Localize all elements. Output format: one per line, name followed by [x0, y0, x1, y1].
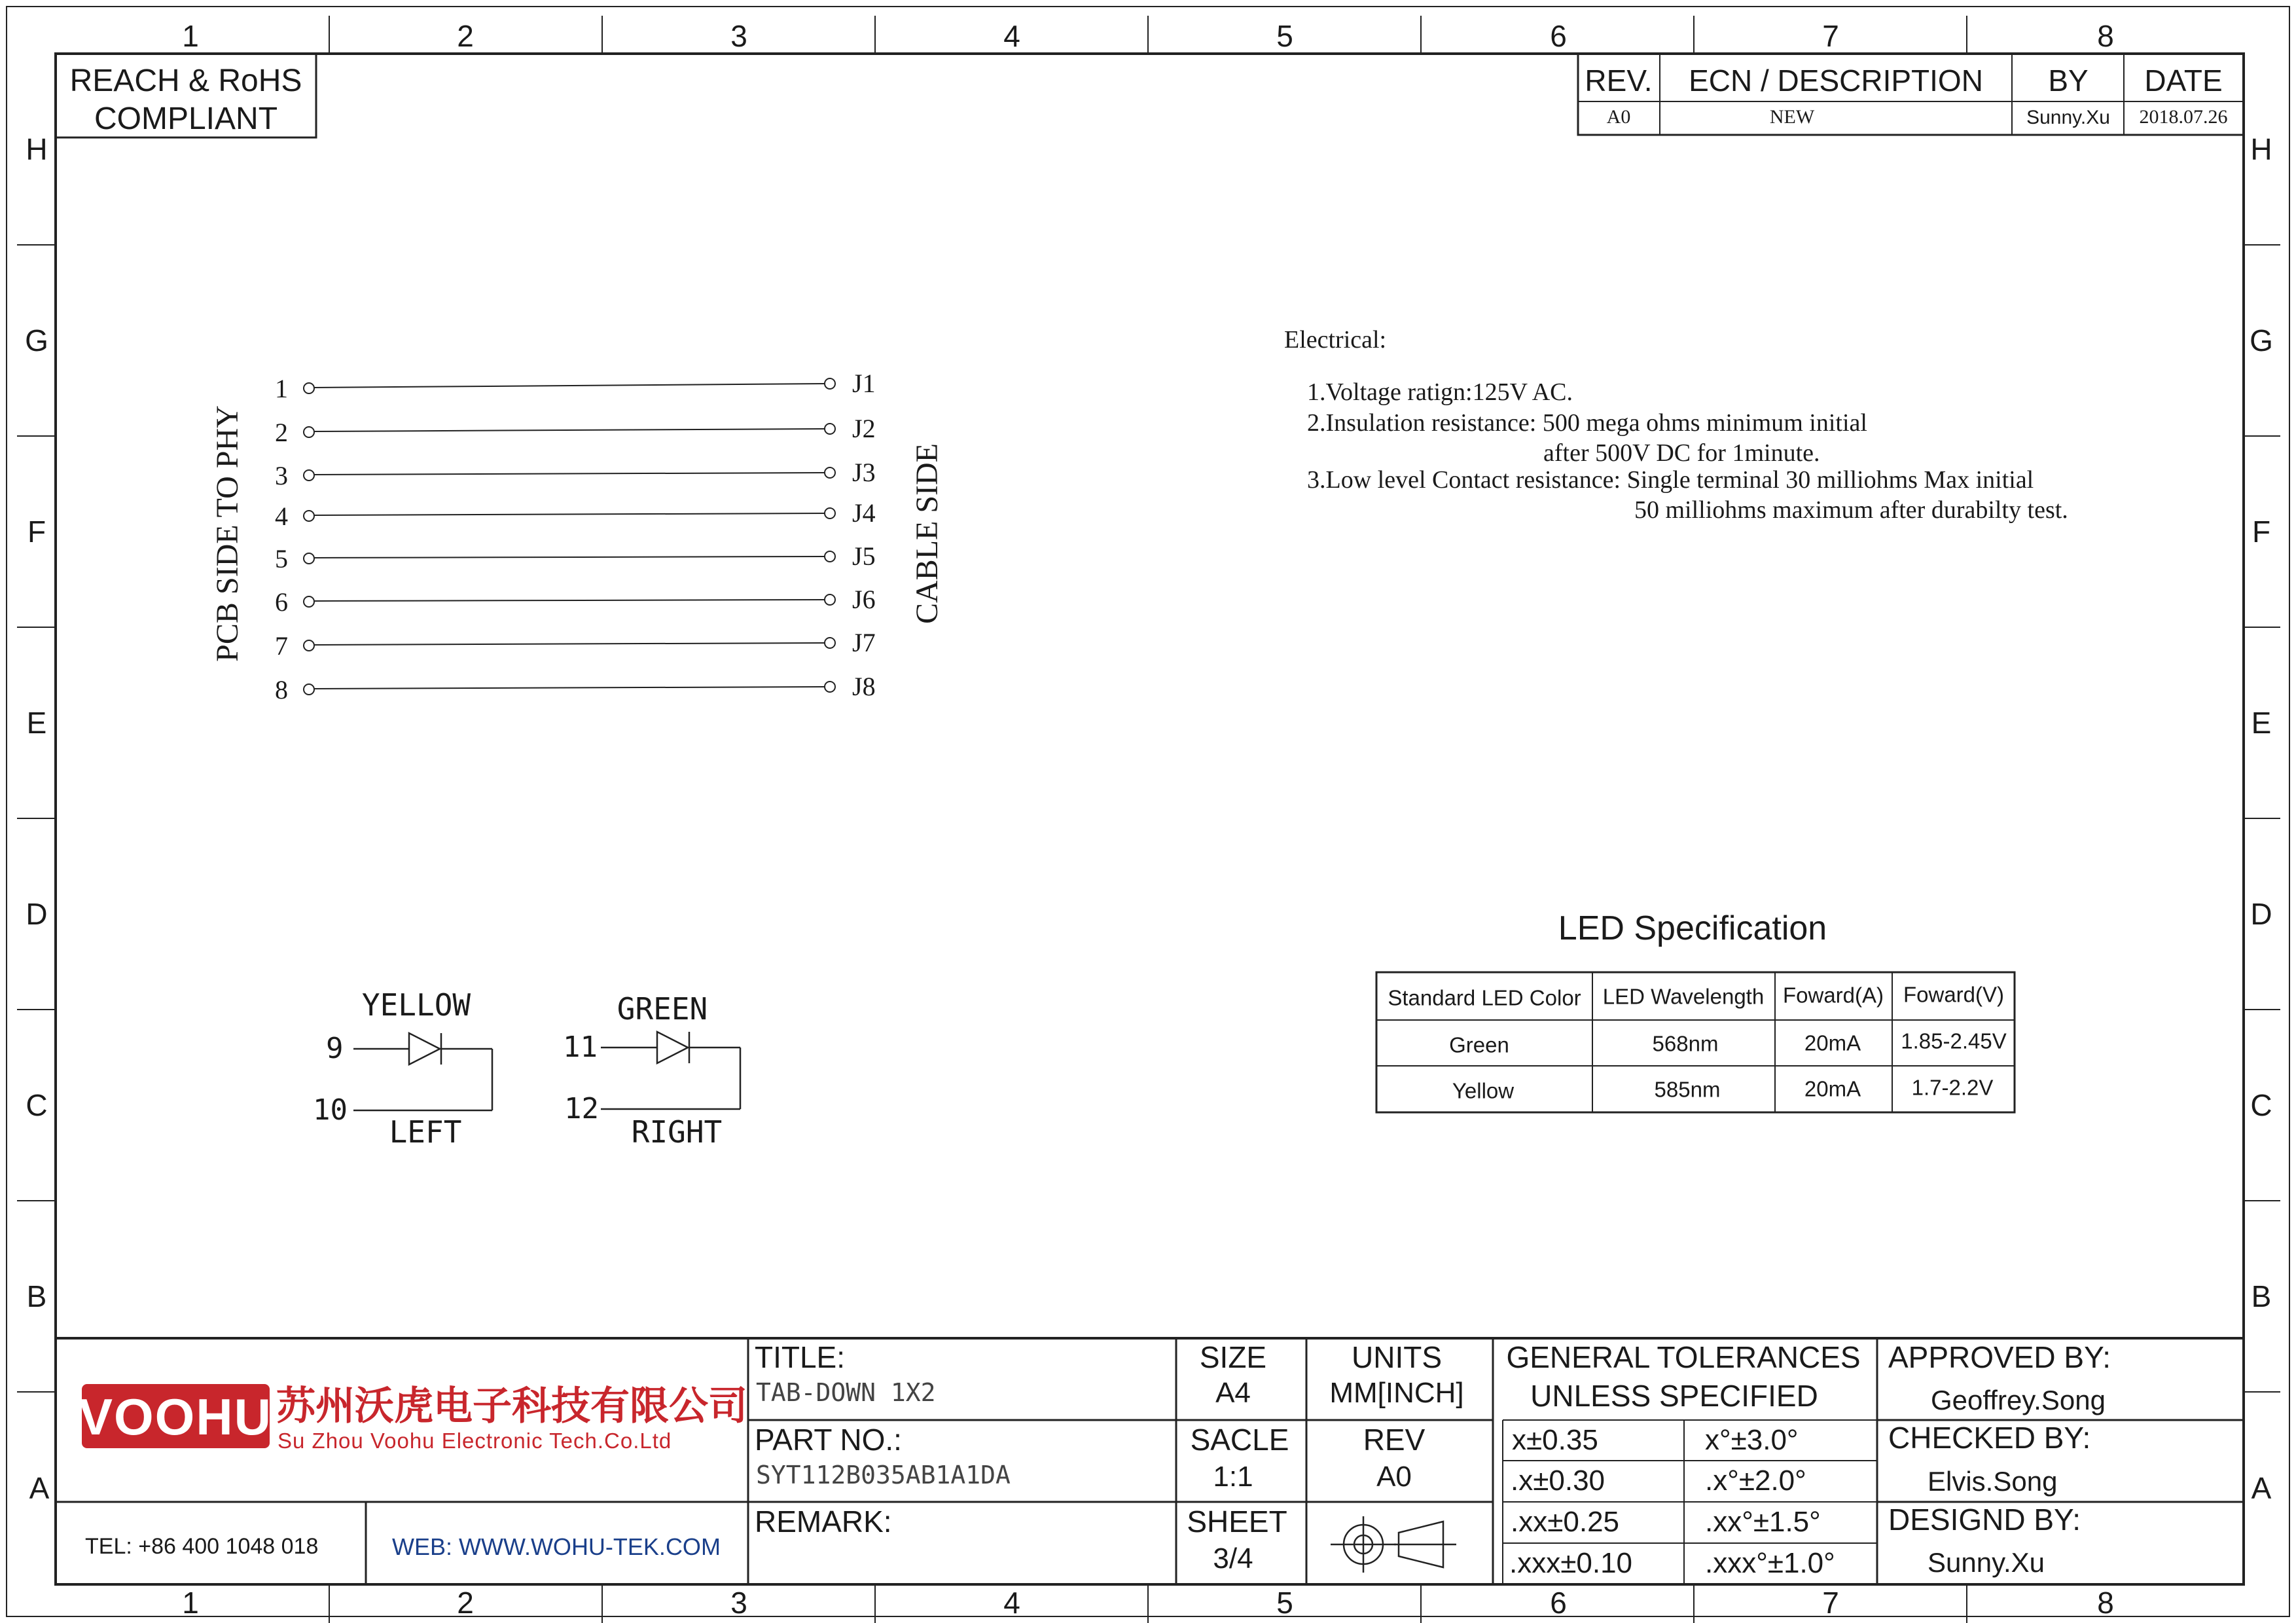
pin-number: 3	[275, 461, 288, 490]
row-label: F	[2251, 515, 2271, 549]
size-value: A4	[1215, 1377, 1251, 1409]
led-spec-cell: 20mA	[1804, 1076, 1861, 1101]
pin-number: 5	[275, 544, 288, 574]
electrical-line: 1.Voltage ratign:125V AC.	[1307, 378, 1573, 406]
column-label: 6	[1550, 19, 1567, 53]
approved-label: APPROVED BY:	[1888, 1340, 2111, 1374]
led-pin-a: 11	[563, 1030, 598, 1064]
led-pin-a: 9	[326, 1032, 344, 1065]
led-spec-title: LED Specification	[1558, 909, 1827, 947]
units-value: MM[INCH]	[1329, 1377, 1464, 1409]
led-spec-cell: Green	[1449, 1032, 1509, 1057]
led-spec-header: Standard LED Color	[1388, 985, 1581, 1010]
checked-label: CHECKED BY:	[1888, 1421, 2091, 1455]
row-label: D	[26, 897, 48, 931]
scale-value: 1:1	[1213, 1461, 1253, 1493]
column-label: 4	[1003, 19, 1020, 53]
sheet-value: 3/4	[1213, 1542, 1253, 1575]
jack-label: J7	[852, 628, 876, 657]
row-label: C	[26, 1088, 48, 1122]
electrical-line: after 500V DC for 1minute.	[1543, 439, 1820, 467]
row-label: C	[2250, 1088, 2272, 1122]
column-label: 1	[182, 19, 199, 53]
led-spec-header: Foward(V)	[1903, 982, 2005, 1007]
ecn-value: NEW	[1769, 106, 1815, 128]
column-label: 4	[1003, 1586, 1020, 1620]
pin-number: 1	[275, 374, 288, 403]
company-cn: 苏州沃虎电子科技有限公司	[276, 1384, 747, 1428]
led-spec-header: LED Wavelength	[1602, 984, 1765, 1009]
scale-label: SACLE	[1190, 1423, 1289, 1457]
rev-label: REV	[1363, 1423, 1426, 1457]
led-color-label: YELLOW	[361, 987, 471, 1023]
electrical-heading: Electrical:	[1284, 326, 1387, 354]
led-spec-header: Foward(A)	[1782, 983, 1884, 1008]
row-label: B	[2251, 1279, 2272, 1313]
by-header: BY	[2048, 64, 2089, 98]
approved-name: Geoffrey.Song	[1931, 1385, 2106, 1415]
by-value: Sunny.Xu	[2026, 107, 2110, 128]
part-value: SYT112B035AB1A1DA	[756, 1461, 1011, 1489]
row-label: A	[2251, 1471, 2272, 1505]
row-label: E	[26, 706, 47, 740]
led-spec-cell: Yellow	[1452, 1078, 1515, 1103]
rev-block-value: A0	[1376, 1461, 1412, 1493]
pin-number: 4	[275, 501, 288, 531]
row-label: H	[26, 132, 48, 166]
checked-name: Elvis.Song	[1928, 1466, 2058, 1497]
pcb-side-label: PCB SIDE TO PHY	[210, 405, 245, 662]
column-label: 2	[457, 1586, 474, 1620]
voohu-logo	[78, 1384, 273, 1448]
row-label: H	[2250, 132, 2272, 166]
column-label: 6	[1550, 1586, 1567, 1620]
jack-label: J2	[852, 414, 876, 443]
led-spec-cell: 585nm	[1654, 1077, 1721, 1102]
row-label: B	[26, 1279, 47, 1313]
row-label: A	[29, 1471, 50, 1505]
company-en: Su Zhou Voohu Electronic Tech.Co.Ltd	[278, 1429, 672, 1453]
pin-number: 7	[275, 631, 288, 661]
led-spec-cell: 1.7-2.2V	[1911, 1075, 1994, 1100]
tolerance-linear: .xxx±0.10	[1509, 1547, 1633, 1579]
size-label: SIZE	[1199, 1340, 1267, 1374]
rev-value: A0	[1606, 106, 1631, 128]
column-label: 2	[457, 19, 474, 53]
column-label: 8	[2097, 19, 2114, 53]
led-pin-b: 10	[313, 1093, 348, 1127]
pin-number: 8	[275, 675, 288, 704]
tolerance-angular: x°±3.0°	[1705, 1424, 1799, 1456]
column-label: 1	[182, 1586, 199, 1620]
remark-label: REMARK:	[755, 1504, 892, 1539]
sheet-label: SHEET	[1187, 1504, 1287, 1539]
electrical-line: 50 milliohms maximum after durabilty test.	[1634, 496, 2068, 524]
row-label: G	[25, 323, 48, 357]
row-label: E	[2251, 706, 2272, 740]
row-label: G	[2250, 323, 2273, 357]
electrical-line: 2.Insulation resistance: 500 mega ohms minimum initial	[1307, 409, 1867, 437]
jack-label: J3	[852, 458, 876, 487]
brand-text: VOOHU	[78, 1388, 273, 1446]
tolerance-angular: .xx°±1.5°	[1705, 1506, 1821, 1538]
pin-number: 2	[275, 418, 288, 447]
tolerance-title: GENERAL TOLERANCES	[1506, 1340, 1861, 1374]
rev-header: REV.	[1585, 64, 1653, 98]
date-header: DATE	[2144, 64, 2223, 98]
led-spec-cell: 1.85-2.45V	[1901, 1029, 2007, 1053]
column-label: 5	[1276, 19, 1293, 53]
column-label: 7	[1822, 1586, 1839, 1620]
jack-label: J8	[852, 672, 876, 701]
cable-side-label: CABLE SIDE	[910, 443, 944, 624]
designed-name: Sunny.Xu	[1928, 1547, 2045, 1578]
column-label: 7	[1822, 19, 1839, 53]
led-side-label: LEFT	[389, 1114, 462, 1150]
compliance-line-1: REACH & RoHS	[69, 64, 302, 98]
column-label: 5	[1276, 1586, 1293, 1620]
tolerance-linear: x±0.35	[1512, 1424, 1598, 1456]
led-spec-cell: 568nm	[1652, 1031, 1719, 1056]
ecn-header: ECN / DESCRIPTION	[1689, 64, 1983, 98]
tolerance-linear: .xx±0.25	[1511, 1506, 1620, 1538]
column-label: 3	[730, 1586, 747, 1620]
designed-label: DESIGND BY:	[1888, 1503, 2081, 1537]
part-label: PART NO.:	[755, 1423, 902, 1457]
date-value: 2018.07.26	[2139, 106, 2228, 128]
jack-label: J4	[852, 498, 876, 528]
units-label: UNITS	[1352, 1340, 1442, 1374]
tolerance-subtitle: UNLESS SPECIFIED	[1530, 1379, 1818, 1413]
tolerance-angular: .x°±2.0°	[1705, 1465, 1806, 1497]
row-label: D	[2250, 897, 2272, 931]
title-value: TAB-DOWN 1X2	[756, 1378, 936, 1407]
led-color-label: GREEN	[617, 991, 708, 1027]
row-label: F	[27, 515, 46, 549]
electrical-line: 3.Low level Contact resistance: Single terminal 30 milliohms Max initial	[1307, 466, 2034, 494]
jack-label: J5	[852, 541, 876, 571]
tolerance-linear: .x±0.30	[1511, 1465, 1605, 1497]
pin-number: 6	[275, 587, 288, 617]
column-label: 8	[2097, 1586, 2114, 1620]
web-link[interactable]: WEB: WWW.WOHU-TEK.COM	[392, 1533, 721, 1560]
jack-label: J6	[852, 585, 876, 614]
compliance-line-2: COMPLIANT	[94, 101, 278, 136]
tolerance-angular: .xxx°±1.0°	[1705, 1547, 1835, 1579]
jack-label: J1	[852, 369, 876, 398]
led-pin-b: 12	[564, 1092, 599, 1125]
column-label: 3	[730, 19, 747, 53]
led-spec-cell: 20mA	[1804, 1030, 1861, 1055]
tel-text: TEL: +86 400 1048 018	[85, 1534, 319, 1559]
led-side-label: RIGHT	[631, 1114, 723, 1150]
title-label: TITLE:	[755, 1340, 846, 1374]
